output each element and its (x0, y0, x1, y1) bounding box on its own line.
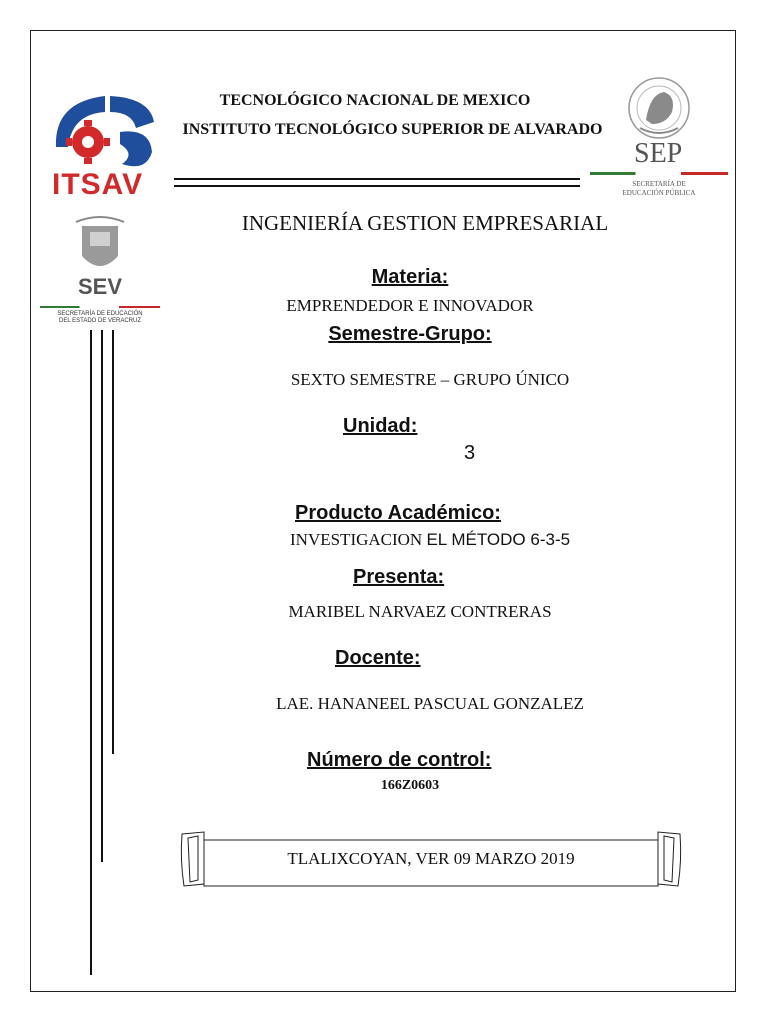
unidad-value: 3 (464, 442, 476, 464)
producto-value (290, 530, 570, 550)
producto-label: Producto Académico: (295, 502, 501, 524)
semestre-label: Semestre-Grupo: (328, 323, 492, 345)
presenta-label: Presenta: (353, 566, 445, 588)
left-rule-1 (90, 330, 92, 975)
sev-logo-text: SEV (78, 274, 123, 299)
sep-subtitle-line1: SECRETARÍA DE (632, 180, 686, 188)
materia-label: Materia: (371, 266, 449, 288)
sev-subtitle-line1: SECRETARÍA DE EDUCACIÓN (57, 311, 143, 317)
docente-value: LAE. HANANEEL PASCUAL GONZALEZ (276, 694, 584, 713)
itsav-logo-text: ITSAV (52, 168, 144, 201)
sep-stripe (590, 172, 728, 175)
control-label: Número de control: (307, 749, 492, 771)
control-value: 166Z0603 (380, 778, 440, 793)
header-rule-bottom (174, 185, 580, 187)
footer-scroll (178, 830, 684, 890)
sev-subtitle (40, 311, 160, 325)
itsav-logo (50, 92, 160, 202)
header-line1: TECNOLÓGICO NACIONAL DE MEXICO (219, 92, 531, 109)
header-rule-top (174, 178, 580, 180)
career-title: INGENIERÍA GESTION EMPRESARIAL (241, 211, 609, 235)
sep-logo-text: SEP (634, 138, 683, 169)
left-rule-3 (112, 330, 114, 754)
sev-stripe (40, 306, 160, 308)
left-rule-2 (101, 330, 103, 862)
producto-value-sans: EL MÉTODO 6-3-5 (426, 530, 571, 549)
semestre-value: SEXTO SEMESTRE – GRUPO ÚNICO (290, 370, 570, 389)
sev-logo (40, 216, 160, 340)
docente-label: Docente: (335, 647, 421, 669)
producto-value-serif: INVESTIGACION (290, 530, 423, 549)
unidad-label: Unidad: (343, 415, 418, 437)
footer-place-date: TLALIXCOYAN, VER 09 MARZO 2019 (287, 849, 575, 868)
sep-subtitle-line2: EDUCACIÓN PÚBLICA (622, 189, 696, 197)
veracruz-coat-of-arms-icon (40, 216, 160, 280)
sev-subtitle-line2: DEL ESTADO DE VERACRUZ (58, 318, 141, 324)
header-line2: INSTITUTO TECNOLÓGICO SUPERIOR DE ALVARADO (182, 121, 603, 138)
materia-value: EMPRENDEDOR E INNOVADOR (286, 296, 534, 315)
presenta-value: MARIBEL NARVAEZ CONTRERAS (288, 602, 552, 621)
sep-subtitle (590, 180, 728, 198)
